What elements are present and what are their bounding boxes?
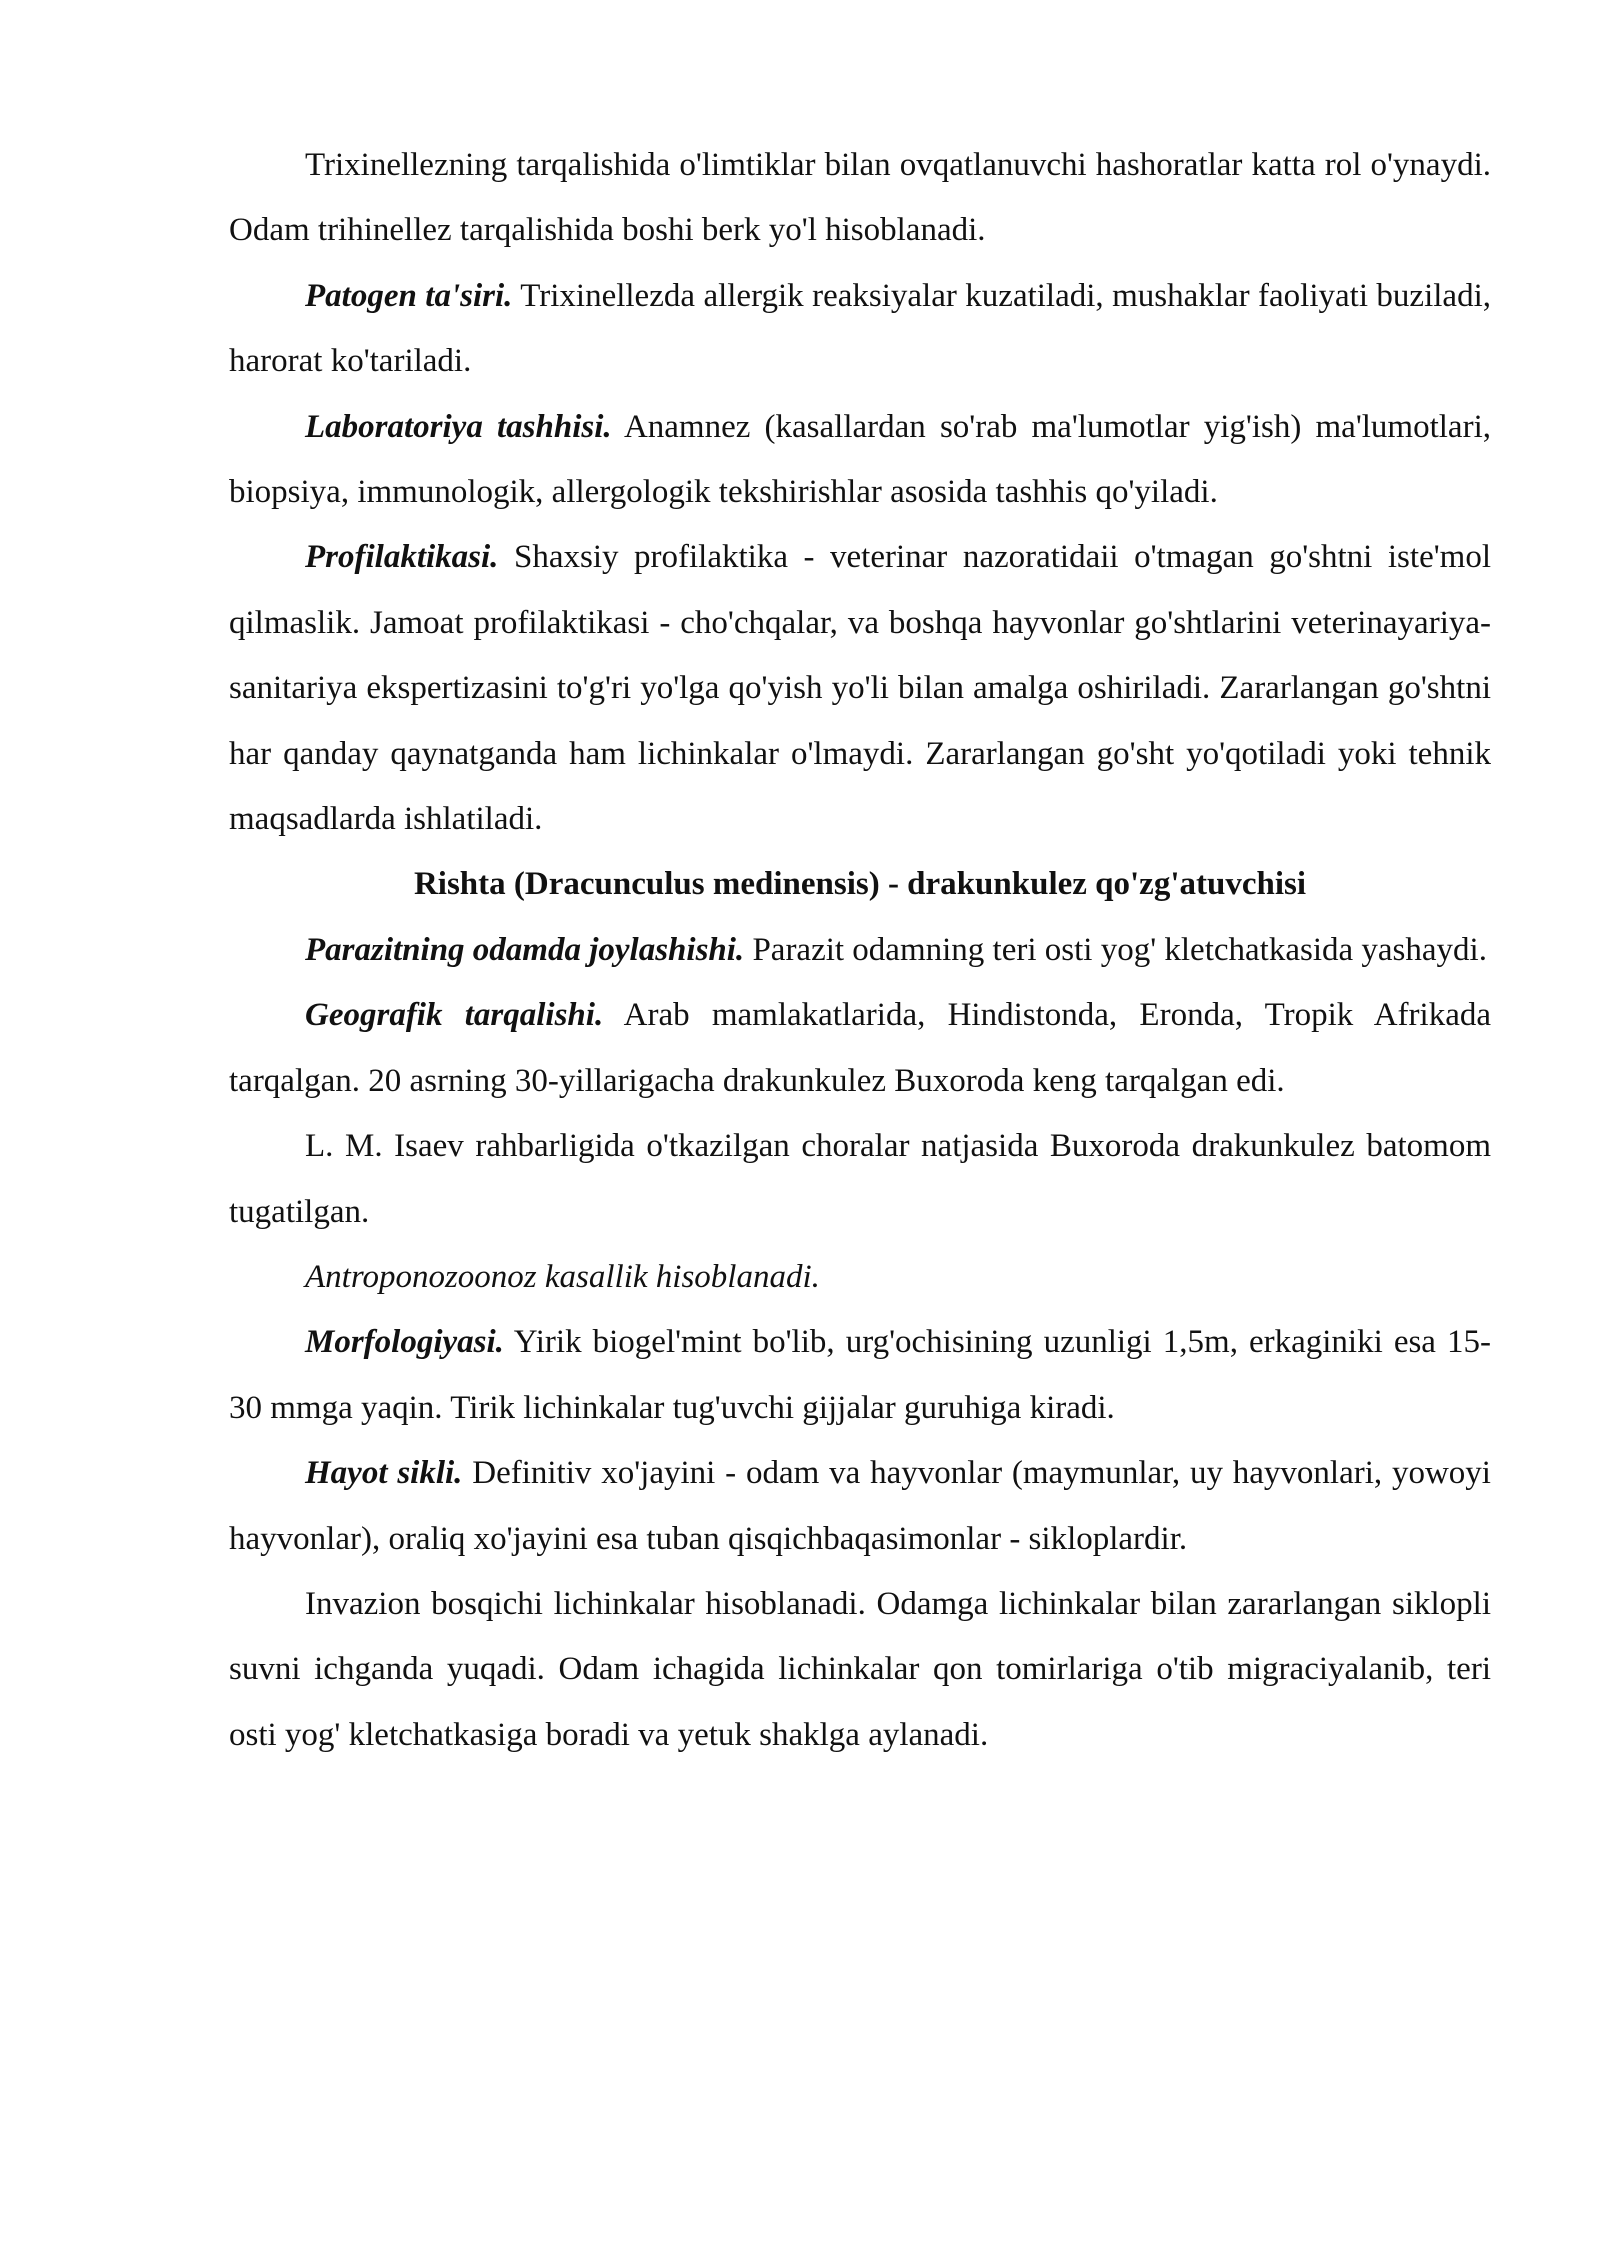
paragraph-lead: Hayot sikli. [305, 1455, 463, 1492]
paragraph-isaev [229, 1114, 1491, 1245]
paragraph-lead: Patogen ta'siri. [305, 277, 513, 314]
paragraph-localization [229, 918, 1491, 983]
paragraph-text: Trixinellezda allergik reaksiyalar kuzatiladi, mushaklar faoliyati buziladi, harorat ko'tariladi. [229, 277, 1491, 380]
paragraph-lead: Parazitning odamda joylashishi. [305, 931, 745, 968]
paragraph-pathogenic-effect [229, 264, 1491, 395]
paragraph-life-cycle [229, 1441, 1491, 1572]
document-body [229, 133, 1491, 1768]
paragraph-morphology [229, 1310, 1491, 1441]
paragraph-text: Arab mamlakatlarida, Hindistonda, Eronda, Tropik Afrikada tarqalgan. 20 asrning 30-yillarigacha drakunkulez Buxoroda keng tarqalgan edi. [229, 997, 1491, 1099]
paragraph-text: Shaxsiy profilaktika - veterinar nazoratidaii o'tmagan go'shtni iste'mol qilmaslik. Jamoat profilaktikasi - cho'chqalar, va boshqa hayvonlar go'shtlarini veterinayariya-sanitariya ekspertizasini to'g'ri yo'lga qo'yish yo'li bilan amalga oshiriladi. Zararlangan go'shtni har qanday qaynatganda ham lichinkalar o'lmaydi. Zararlangan go'sht yo'qotiladi yoki tehnik maqsadlarda ishlatiladi. [229, 539, 1491, 838]
paragraph-text: Invazion bosqichi lichinkalar hisoblanadi. Odamga lichinkalar bilan zararlangan siklopli suvni ichganda yuqadi. Odam ichagida lichinkalar qon tomirlariga o'tib migraciyalanib, teri osti yog' kletchatkasiga boradi va yetuk shaklga aylanadi. [229, 1585, 1491, 1753]
paragraph-lead: Geografik tarqalishi. [305, 997, 604, 1034]
paragraph-lead: Laboratoriya tashhisi. [305, 408, 612, 445]
paragraph-text: Yirik biogel'mint bo'lib, urg'ochisining uzunligi 1,5m, erkaginiki esa 15-30 mmga yaqin. Tirik lichinkalar tug'uvchi gijjalar guruhiga kiradi. [229, 1324, 1491, 1426]
paragraph-text: Parazit odamning teri osti yog' kletchatkasida yashaydi. [744, 931, 1487, 968]
paragraph-text: Definitiv xo'jayini - odam va hayvonlar (maymunlar, uy hayvonlari, yowoyi hayvonlar), oraliq xo'jayini esa tuban qisqichbaqasimonlar - sikloplardir. [229, 1455, 1491, 1557]
paragraph-prophylaxis [229, 525, 1491, 852]
paragraph-lead: Profilaktikasi. [305, 539, 499, 576]
section-heading: Rishta (Dracunculus medinensis) - drakunkulez qo'zg'atuvchisi [413, 866, 1307, 903]
paragraph-text: L. M. Isaev rahbarligida o'tkazilgan choralar natjasida Buxoroda drakunkulez batomom tugatilgan. [229, 1128, 1491, 1230]
paragraph-invasion [229, 1572, 1491, 1768]
paragraph-text: Trixinellezning tarqalishida o'limtiklar bilan ovqatlanuvchi hashoratlar katta rol o'ynaydi. Odam trihinellez tarqalishida boshi berk yo'l hisoblanadi. [229, 147, 1491, 249]
paragraph-text: Anamnez (kasallardan so'rab ma'lumotlar yig'ish) ma'lumotlari, biopsiya, immunologik, allergologik tekshirishlar asosida tashhis qo'yiladi. [229, 408, 1491, 511]
paragraph-lab-diagnosis [229, 395, 1491, 526]
paragraph-trichinella-spread [229, 133, 1491, 264]
paragraph-geography [229, 983, 1491, 1114]
paragraph-italic-note: Antroponozoonoz kasallik hisoblanadi. [305, 1258, 820, 1295]
paragraph-lead: Morfologiyasi. [305, 1324, 504, 1361]
